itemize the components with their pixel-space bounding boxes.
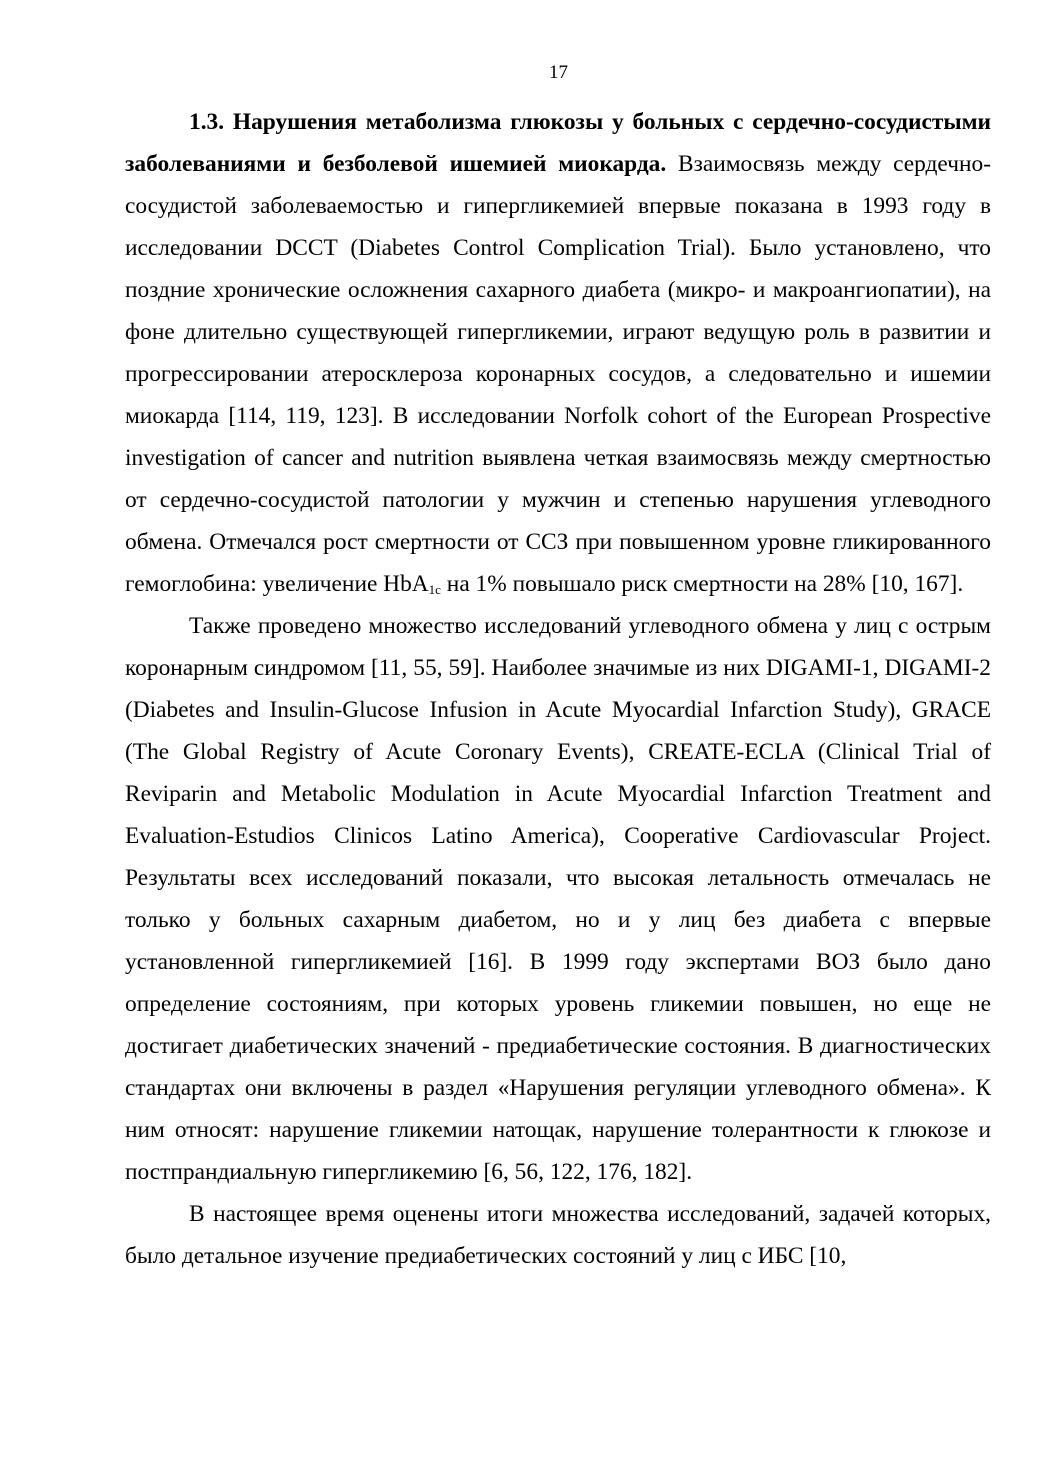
paragraph-1 (125, 101, 991, 605)
paragraph-3: В настоящее время оценены итоги множества исследований, задачей которых, было детальное изучение предиабетических состояний у лиц с ИБС [10, (125, 1201, 991, 1269)
page-number: 17 (549, 62, 568, 83)
paragraph-1-text-end: на 1% повышало риск смертности на 28% [10, 167]. (440, 571, 964, 597)
section-heading: 1.3. Нарушения метаболизма глюкозы у больных с сердечно-сосудистыми заболеваниями и безболевой ишемией миокарда. (125, 109, 991, 177)
paragraph-2: Также проведено множество исследований углеводного обмена у лиц с острым коронарным синдромом [11, 55, 59]. Наиболее значимые из них DIGAMI-1, DIGAMI-2 (Diabetes and Insulin-Glucose Infusion in Acute Myocardial Infarction Study), GRACE (The Global Registry of Acute Coronary Events), CREATE-ECLA (Clinical Trial of Reviparin and Metabolic Modulation in Acute Myocardial Infarction Treatment and Evaluation-Estudios Clinicos Latino America), Cooperative Cardiovascular Project. Результаты всех исследований показали, что высокая летальность отмечалась не только у больных сахарным диабетом, но и у лиц без диабета с впервые установленной гипергликемией [16]. В 1999 году экспертами ВОЗ было дано определение состояниям, при которых уровень гликемии повышен, но еще не достигает диабетических значений - предиабетические состояния. В диагностических стандартах они включены в раздел «Нарушения регуляции углеводного обмена». К ним относят: нарушение гликемии натощак, нарушение толерантности к глюкозе и постпрандиальную гипергликемию [6, 56, 122, 176, 182]. (125, 613, 991, 1185)
paragraph-1-text: Взаимосвязь между сердечно-сосудистой заболеваемостью и гипергликемией впервые показана в 1993 году в исследовании DCCT (Diabetes Control Complication Trial). Было установлено, что поздние хронические осложнения сахарного диабета (микро- и макроангиопатии), на фоне длительно существующей гипергликемии, играют ведущую роль в развитии и прогрессировании атеросклероза коронарных сосудов, а следовательно и ишемии миокарда [114, 119, 123]. В исследовании Norfolk cohort of the European Prospective investigation of cancer and nutrition выявлена четкая взаимосвязь между смертностью от сердечно-сосудистой патологии у мужчин и степенью нарушения углеводного обмена. Отмечался рост смертности от ССЗ при повышенном уровне гликированного гемоглобина: увеличение HbA (125, 151, 991, 597)
body-text (125, 101, 991, 1277)
hba1c-subscript: 1c (428, 582, 441, 597)
